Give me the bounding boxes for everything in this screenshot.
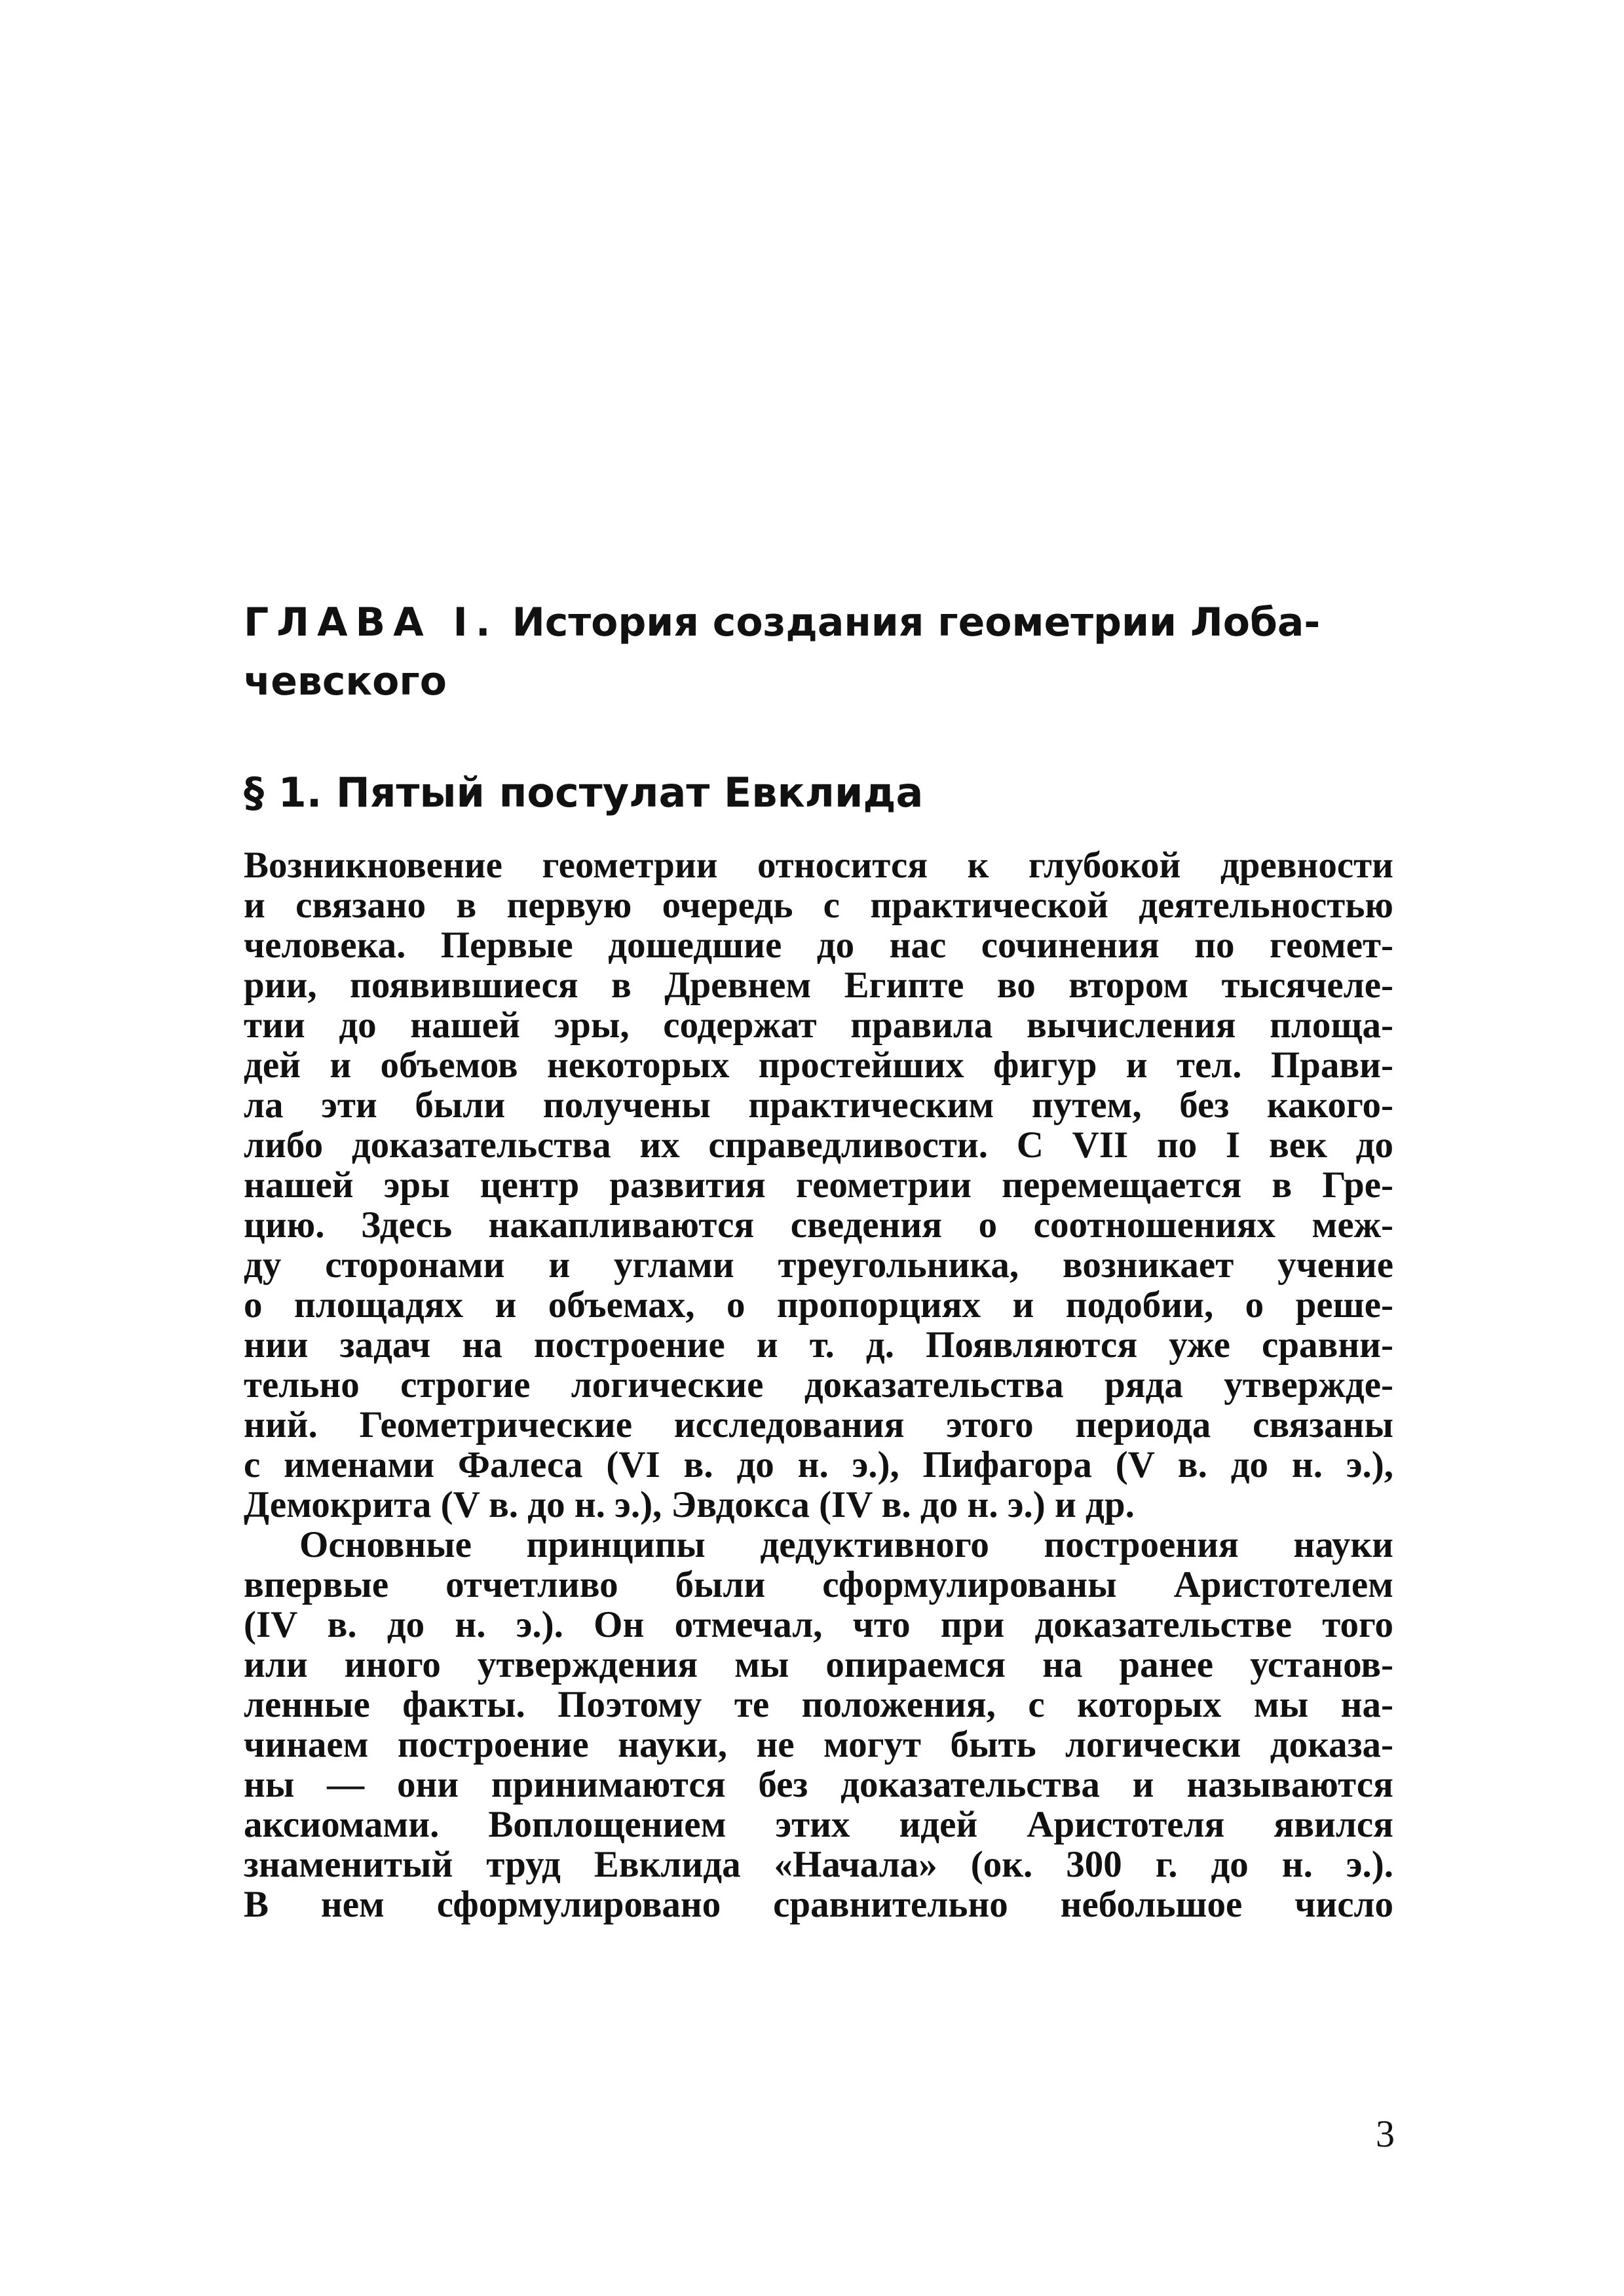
- text-line: Демокрита (V в. до н. э.), Эвдокса (IV в. до н. э.) и др.: [244, 1484, 1135, 1525]
- chapter-label: ГЛАВА I.: [244, 600, 499, 645]
- text-line: знаменитый труд Евклида «Начала» (ок. 300 г. до н. э.).: [244, 1844, 1393, 1885]
- text-line: нии задач на построение и т. д. Появляются уже сравни-: [244, 1324, 1393, 1366]
- text-line: или иного утверждения мы опираемся на ранее установ-: [244, 1644, 1393, 1685]
- text-line: В нем сформулировано сравнительно небольшое число: [244, 1884, 1393, 1925]
- chapter-title: [244, 593, 1384, 711]
- chapter-title-line-1: История создания геометрии Лоба-: [512, 600, 1321, 645]
- text-line: и связано в первую очередь с практической деятельностью: [244, 885, 1393, 926]
- text-line: аксиомами. Воплощением этих идей Аристотеля явился: [244, 1804, 1393, 1845]
- chapter-title-line-2: чевского: [244, 659, 447, 704]
- text-line: либо доказательства их справедливости. С VII по I век до: [244, 1124, 1393, 1166]
- text-line: ний. Геометрические исследования этого периода связаны: [244, 1404, 1393, 1445]
- text-line: тельно строгие логические доказательства ряда утвержде-: [244, 1364, 1393, 1406]
- text-line: тии до нашей эры, содержат правила вычисления площа-: [244, 1004, 1393, 1046]
- text-line: нашей эры центр развития геометрии перемещается в Гре-: [244, 1164, 1393, 1206]
- text-line: ла эти были получены практическим путем, без какого-: [244, 1084, 1393, 1126]
- text-line: цию. Здесь накапливаются сведения о соотношениях меж-: [244, 1204, 1393, 1246]
- text-line: ду сторонами и углами треугольника, возникает учение: [244, 1244, 1393, 1286]
- text-line: (IV в. до н. э.). Он отмечал, что при доказательстве того: [244, 1604, 1393, 1645]
- text-line: впервые отчетливо были сформулированы Аристотелем: [244, 1564, 1393, 1605]
- text-line: Возникновение геометрии относится к глубокой древности: [244, 845, 1393, 886]
- body-text: [244, 845, 1393, 1924]
- text-line: человека. Первые дошедшие до нас сочинения по геомет-: [244, 925, 1393, 966]
- section-title: § 1. Пятый постулат Евклида: [244, 769, 924, 816]
- text-line: о площадях и объемах, о пропорциях и подобии, о реше-: [244, 1284, 1393, 1326]
- text-line: ленные факты. Поэтому те положения, с которых мы на-: [244, 1684, 1393, 1725]
- text-line: чинаем построение науки, не могут быть логически доказа-: [244, 1724, 1393, 1765]
- text-line: рии, появившиеся в Древнем Египте во втором тысячеле-: [244, 965, 1393, 1006]
- text-line: дей и объемов некоторых простейших фигур и тел. Прави-: [244, 1044, 1393, 1086]
- text-line: ны — они принимаются без доказательства и называются: [244, 1764, 1393, 1805]
- page-number: 3: [1376, 2113, 1395, 2155]
- text-line: Основные принципы дедуктивного построения науки: [299, 1524, 1393, 1565]
- text-line: с именами Фалеса (VI в. до н. э.), Пифагора (V в. до н. э.),: [244, 1444, 1393, 1485]
